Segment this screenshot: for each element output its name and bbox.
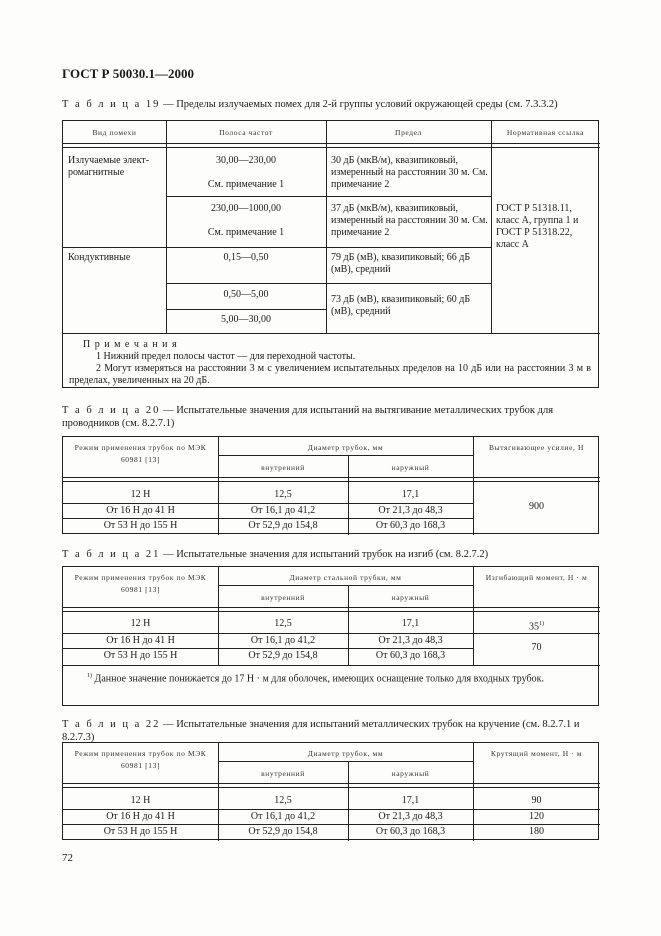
table19-note2: 2 Могут измеряться на расстоянии 3 м с увеличением испытательных пределов на 10 дБ или на расстоянии 3 м в пределах, увеличенных на 20 дБ. bbox=[69, 363, 591, 386]
table21-row3-inner: От 52,9 до 154,8 bbox=[248, 650, 318, 661]
table21-row2-mode: От 16 Н до 41 Н bbox=[106, 635, 175, 646]
table19-radiated-limit2: 37 дБ (мкВ/м), квазипиковый, измеренный на расстоянии 30 м. См. примечание 2 bbox=[331, 203, 488, 238]
document-code: ГОСТ Р 50030.1—2000 bbox=[62, 66, 194, 81]
table21-row1-outer: 17,1 bbox=[401, 618, 420, 629]
table21-row3-mode: От 53 Н до 155 Н bbox=[103, 650, 178, 661]
table21-header-diameter: Диаметр стальной трубки, мм bbox=[289, 573, 402, 582]
table20-row3-outer: От 60,3 до 168,3 bbox=[375, 520, 446, 531]
table20-force: 900 bbox=[529, 501, 544, 512]
table20-header-mode: Режим применения трубок по МЭК 60981 [13] bbox=[74, 443, 207, 464]
table20-header-outer: наружный bbox=[391, 463, 430, 472]
table19-header-limit: Предел bbox=[395, 128, 422, 137]
table21-row1-mode: 12 Н bbox=[130, 618, 151, 629]
table20-header-inner: внутренний bbox=[261, 463, 305, 472]
table20-row2-inner: От 16,1 до 41,2 bbox=[250, 505, 316, 516]
table20-row1-inner: 12,5 bbox=[274, 489, 292, 500]
table21-header-inner: внутренний bbox=[261, 593, 305, 602]
table19-conducted-freq3: 5,00—30,00 bbox=[221, 314, 271, 325]
table22-row2-outer: От 21,3 до 48,3 bbox=[378, 811, 443, 822]
table21-header-outer: наружный bbox=[391, 593, 430, 602]
table20-row1-outer: 17,1 bbox=[401, 489, 420, 500]
table19-radiated-freq2: 230,00—1000,00 bbox=[211, 203, 281, 214]
table19-title: — Пределы излучаемых помех для 2-й группы условий окружающей среды (см. 7.3.3.2) bbox=[163, 99, 558, 110]
table19-conducted-limit2: 73 дБ (мВ), квазипиковый; 60 дБ (мВ), средний bbox=[331, 294, 471, 317]
table19-header-type: Вид помехи bbox=[92, 128, 137, 137]
table21-caption bbox=[62, 548, 596, 561]
table20-row2-outer: От 21,3 до 48,3 bbox=[378, 505, 443, 516]
table20-row2-mode: От 16 Н до 41 Н bbox=[106, 505, 175, 516]
table22-title: — Испытательные значения для испытаний металлических трубок на кручение (см. 8.2.7.1 и 8.2.7.3) bbox=[62, 719, 580, 743]
table22-header-diameter: Диаметр трубок, мм bbox=[307, 749, 384, 758]
table21-row2-inner: От 16,1 до 41,2 bbox=[250, 635, 316, 646]
table22-row1-inner: 12,5 bbox=[274, 795, 292, 806]
table22-caption bbox=[62, 718, 596, 744]
table19-radiated-freq1: 30,00—230,00 bbox=[216, 155, 276, 166]
table22-row3-moment: 180 bbox=[529, 826, 544, 837]
table21-header-moment: Изгибающий момент, Н · м bbox=[485, 573, 588, 582]
table19-label: Т а б л и ц а 19 bbox=[62, 99, 161, 110]
table22-row2-inner: От 16,1 до 41,2 bbox=[250, 811, 316, 822]
table22-row3-outer: От 60,3 до 168,3 bbox=[375, 826, 446, 837]
table19-conducted-limit1: 79 дБ (мВ), квазипиковый; 66 дБ (мВ), средний bbox=[331, 252, 471, 275]
table20 bbox=[62, 436, 599, 534]
table19-radiated-limit1: 30 дБ (мкВ/м), квазипиковый, измеренный на расстоянии 30 м. См. примечание 2 bbox=[331, 155, 488, 190]
table19-conducted-freq2: 0,50—5,00 bbox=[223, 289, 269, 300]
table22-row3-inner: От 52,9 до 154,8 bbox=[248, 826, 318, 837]
table19-caption bbox=[62, 98, 596, 111]
table19-header-reference: Нормативная ссылка bbox=[506, 128, 585, 137]
table22-header-moment: Крутящий момент, Н · м bbox=[490, 749, 583, 758]
table20-label: Т а б л и ц а 20 bbox=[62, 405, 161, 416]
table21 bbox=[62, 566, 599, 706]
table19-conducted-type: Кондуктивные bbox=[68, 252, 131, 263]
table20-header-diameter: Диаметр трубок, мм bbox=[307, 443, 384, 452]
table19-notes-title: П р и м е ч а н и я bbox=[83, 339, 178, 350]
table19-header-freq: Полоса частот bbox=[219, 128, 273, 137]
table22-row1-mode: 12 Н bbox=[130, 795, 151, 806]
table22-label: Т а б л и ц а 22 bbox=[62, 719, 161, 730]
table21-title: — Испытательные значения для испытаний трубок на изгиб (см. 8.2.7.2) bbox=[163, 549, 489, 560]
table21-row3-outer: От 60,3 до 168,3 bbox=[375, 650, 446, 661]
table22-row2-mode: От 16 Н до 41 Н bbox=[106, 811, 175, 822]
table20-title: — Испытательные значения для испытаний на вытягивание металлических трубок для проводников (см. 8.2.7.1) bbox=[62, 405, 554, 429]
table19-reference: ГОСТ Р 51318.11, класс А, группа 1 и ГОСТ Р 51318.22, класс А bbox=[496, 203, 579, 250]
table21-header-mode: Режим применения трубок по МЭК 60981 [13] bbox=[74, 573, 207, 594]
table22-row3-mode: От 53 Н до 155 Н bbox=[103, 826, 178, 837]
table19 bbox=[62, 120, 599, 388]
table22-row1-moment: 90 bbox=[531, 795, 542, 806]
table22-header-mode: Режим применения трубок по МЭК 60981 [13] bbox=[74, 749, 207, 770]
table20-row1-mode: 12 Н bbox=[130, 489, 151, 500]
table20-row3-inner: От 52,9 до 154,8 bbox=[248, 520, 318, 531]
table20-caption bbox=[62, 404, 596, 430]
table19-note1: 1 Нижний предел полосы частот — для переходной частоты. bbox=[96, 351, 356, 362]
table21-footnote: $^{1)}$ Данное значение понижается до 17 Н · м для оболочек, имеющих оснащение только для входных трубок. bbox=[87, 673, 544, 685]
table21-moment2: 70 bbox=[531, 642, 542, 653]
table19-conducted-freq1: 0,15—0,50 bbox=[223, 252, 269, 263]
table21-moment1: 35$^{1)}$ bbox=[529, 621, 544, 633]
table22-row2-moment: 120 bbox=[529, 811, 544, 822]
table22-header-outer: наружный bbox=[391, 769, 430, 778]
table22 bbox=[62, 742, 599, 840]
table19-radiated-freq2-note: См. примечание 1 bbox=[207, 227, 285, 238]
table19-radiated-freq1-note: См. примечание 1 bbox=[207, 179, 285, 190]
table21-label: Т а б л и ц а 21 bbox=[62, 549, 161, 560]
table19-radiated-type: Излучаемые элект-ромагнитные bbox=[68, 155, 150, 178]
table21-row2-outer: От 21,3 до 48,3 bbox=[378, 635, 443, 646]
table20-row3-mode: От 53 Н до 155 Н bbox=[103, 520, 178, 531]
page-number: 72 bbox=[62, 852, 73, 864]
table20-header-force: Вытягивающее усилие, Н bbox=[489, 443, 584, 452]
table22-row1-outer: 17,1 bbox=[401, 795, 420, 806]
table22-header-inner: внутренний bbox=[261, 769, 305, 778]
table21-row1-inner: 12,5 bbox=[274, 618, 292, 629]
